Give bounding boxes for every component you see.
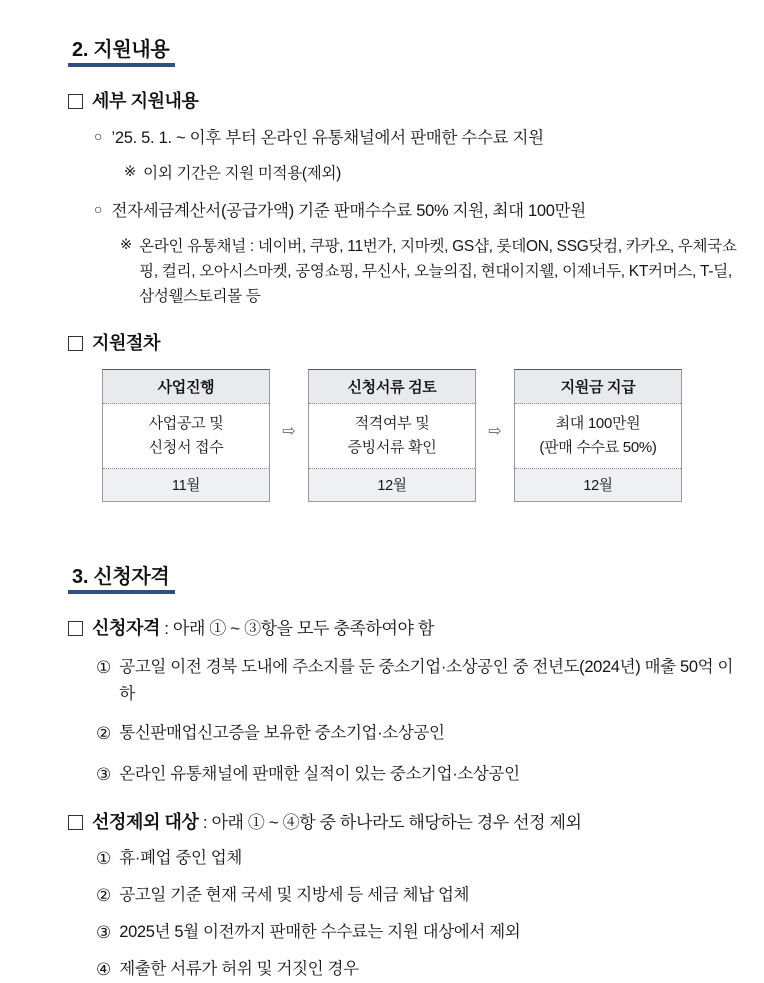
numbered-item <box>96 919 746 946</box>
numbered-item <box>96 654 746 707</box>
numbered-item <box>96 882 746 909</box>
flow-step-header: 사업진행 <box>103 370 269 404</box>
flow-step-body-line: 신청서 접수 <box>148 438 224 456</box>
flow-step-body <box>103 404 269 469</box>
bullet-item <box>94 125 764 152</box>
number-circle-3-icon: ③ <box>96 923 112 943</box>
numbered-item <box>96 761 746 788</box>
numbered-text: 제출한 서류가 허위 및 거짓인 경우 <box>119 960 359 979</box>
flow-step-header: 신청서류 검토 <box>309 370 475 404</box>
checkbox-icon <box>68 815 83 830</box>
numbered-text: 통신판매업신고증을 보유한 중소기업·소상공인 <box>119 724 445 743</box>
circle-bullet-icon: ○ <box>94 128 103 145</box>
flow-step-3 <box>514 369 682 502</box>
note-text: 온라인 유통채널 : 네이버, 쿠팡, 11번가, 지마켓, GS샵, 롯데ON, SSG닷컴, 카카오, 우체국쇼핑, 컬리, 오아시스마켓, 공영쇼핑, 무신사, 오늘의집, 현대이지웰, 이제너두, KT커머스, T-딜, 삼성웰스토리몰 등 <box>139 237 737 306</box>
flow-step-body-line: 증빙서류 확인 <box>347 438 437 456</box>
reference-mark-icon: ※ <box>120 236 133 253</box>
arrow-right-icon: ⇨ <box>488 423 502 441</box>
flow-step-month: 12월 <box>309 469 475 501</box>
numbered-item <box>96 956 746 983</box>
number-circle-2-icon: ② <box>96 885 112 905</box>
process-flow-table <box>102 369 764 502</box>
flow-step-body-line: (판매 수수료 50%) <box>539 438 657 456</box>
flow-step-body-line: 적격여부 및 <box>354 415 430 433</box>
number-circle-4-icon: ④ <box>96 960 112 980</box>
subheading-main: 신청자격 <box>92 617 160 638</box>
numbered-text: 휴·폐업 중인 업체 <box>119 848 242 867</box>
subheading-tail: : 아래 ① ~ ④항 중 하나라도 해당하는 경우 선정 제외 <box>198 812 582 832</box>
number-circle-3-icon: ③ <box>96 764 112 784</box>
flow-step-body-line: 사업공고 및 <box>148 415 224 433</box>
numbered-text: 공고일 이전 경북 도내에 주소지를 둔 중소기업·소상공인 중 전년도(2024년) 매출 50억 이하 <box>119 657 734 703</box>
checkbox-icon <box>68 94 83 109</box>
bullet-item <box>94 198 764 225</box>
note-item <box>124 161 764 186</box>
subheading-label: 지원절차 <box>92 333 160 354</box>
number-circle-2-icon: ② <box>96 724 112 744</box>
numbered-text: 온라인 유통채널에 판매한 실적이 있는 중소기업·소상공인 <box>119 764 520 783</box>
flow-step-month: 11월 <box>103 469 269 501</box>
subheading-tail: : 아래 ① ~ ③항을 모두 충족하여야 함 <box>159 618 434 638</box>
subheading-label <box>92 616 434 641</box>
numbered-text: 공고일 기준 현재 국세 및 지방세 등 세금 체납 업체 <box>119 885 470 904</box>
section-support-content <box>68 0 764 502</box>
number-circle-1-icon: ① <box>96 848 112 868</box>
checkbox-icon <box>68 336 83 351</box>
subheading-eligibility <box>68 616 764 641</box>
subheading-detail-support <box>68 89 764 113</box>
flow-step-month: 12월 <box>515 469 681 501</box>
subheading-main: 선정제외 대상 <box>92 811 199 832</box>
subheading-label: 세부 지원내용 <box>92 91 199 111</box>
flow-step-1 <box>102 369 270 502</box>
note-text: 이외 기간은 지원 미적용(제외) <box>143 165 341 183</box>
circle-bullet-icon: ○ <box>94 201 103 218</box>
section-3-heading: 3. 신청자격 <box>68 560 175 594</box>
numbered-item <box>96 845 746 872</box>
flow-step-body <box>309 404 475 469</box>
arrow-right-icon: ⇨ <box>282 423 296 441</box>
bullet-text: 전자세금계산서(공급가액) 기준 판매수수료 50% 지원, 최대 100만원 <box>111 202 586 221</box>
note-item-channels <box>120 234 740 309</box>
flow-step-2 <box>308 369 476 502</box>
flow-step-header: 지원금 지급 <box>515 370 681 404</box>
reference-mark-icon: ※ <box>124 164 137 181</box>
number-circle-1-icon: ① <box>96 657 112 677</box>
flow-step-body <box>515 404 681 469</box>
flow-step-body-line: 최대 100만원 <box>555 415 641 433</box>
section-eligibility <box>68 502 764 983</box>
numbered-item <box>96 720 746 747</box>
bullet-text: ’25. 5. 1. ~ 이후 부터 온라인 유통채널에서 판매한 수수료 지원 <box>111 129 544 148</box>
subheading-exclusion <box>68 810 764 835</box>
numbered-text: 2025년 5월 이전까지 판매한 수수료는 지원 대상에서 제외 <box>119 923 521 942</box>
subheading-label <box>92 810 582 835</box>
checkbox-icon <box>68 621 83 636</box>
subheading-support-process <box>68 331 764 355</box>
section-2-heading: 2. 지원내용 <box>68 33 175 67</box>
